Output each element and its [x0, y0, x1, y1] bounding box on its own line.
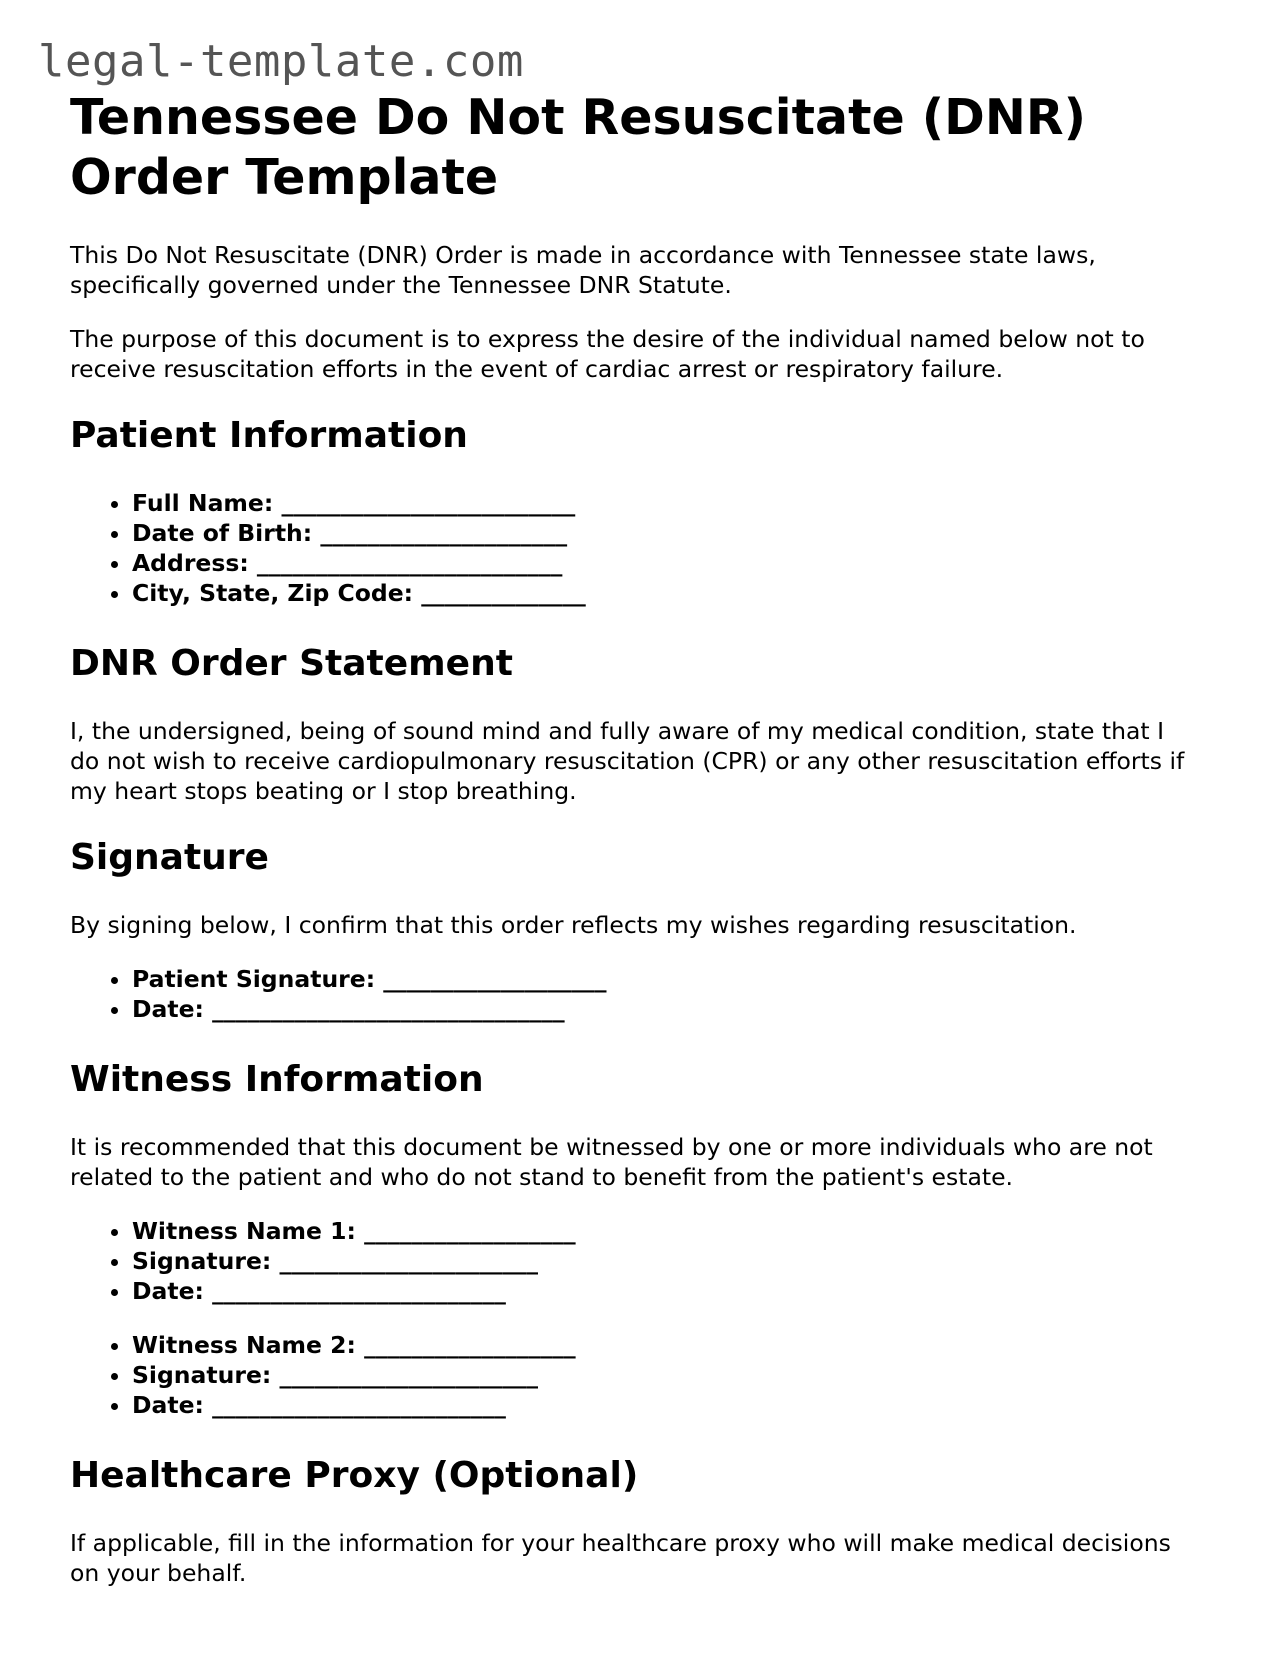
- intro-paragraph-2: The purpose of this document is to express the desire of the individual named below not to receive resuscitation efforts in the event of cardiac arrest or respiratory failure.: [70, 325, 1145, 383]
- field-line: __________________: [364, 1331, 576, 1359]
- field-label: Date:: [132, 995, 204, 1023]
- field-label: Witness Name 2:: [132, 1331, 356, 1359]
- healthcare-proxy-text: If applicable, fill in the information for your healthcare proxy who will make medical decisions on your behalf.: [70, 1529, 1171, 1587]
- field-label: Signature:: [132, 1361, 272, 1389]
- witness-2-list: [70, 1330, 1200, 1420]
- field-line: ___________________: [383, 965, 607, 993]
- healthcare-proxy-heading: Healthcare Proxy (Optional): [70, 1455, 639, 1496]
- signature-date-field[interactable]: [132, 994, 1200, 1024]
- field-line: ______________________: [279, 1361, 538, 1389]
- field-label: City, State, Zip Code:: [132, 579, 414, 607]
- field-line: ______________________: [279, 1247, 538, 1275]
- signature-text: By signing below, I confirm that this order reflects my wishes regarding resuscitation.: [70, 911, 1077, 939]
- field-line: _________________________: [281, 489, 576, 517]
- dnr-statement-text: I, the undersigned, being of sound mind and fully aware of my medical condition, state that I do not wish to receive cardiopulmonary resuscitation (CPR) or any other resuscitation efforts if my heart stops beating or I stop breathing.: [70, 717, 1185, 805]
- document-page: [70, 88, 1200, 1612]
- watermark-logo: legal-template.com: [38, 36, 524, 87]
- signature-heading: Signature: [70, 837, 269, 878]
- field-line: ______________________________: [212, 995, 565, 1023]
- page-title: Tennessee Do Not Resuscitate (DNR) Order Template: [70, 89, 1086, 206]
- date-of-birth-field[interactable]: [132, 518, 1200, 548]
- witness-heading: Witness Information: [70, 1059, 484, 1100]
- witness-2-signature-field[interactable]: [132, 1360, 1200, 1390]
- patient-info-list: [70, 488, 1200, 608]
- field-label: Date:: [132, 1391, 204, 1419]
- field-line: _________________________: [212, 1391, 506, 1419]
- witness-1-name-field[interactable]: [132, 1216, 1200, 1246]
- witness-2-date-field[interactable]: [132, 1390, 1200, 1420]
- field-label: Witness Name 1:: [132, 1217, 356, 1245]
- field-line: _________________________: [212, 1277, 506, 1305]
- patient-signature-field[interactable]: [132, 964, 1200, 994]
- full-name-field[interactable]: [132, 488, 1200, 518]
- witness-1-date-field[interactable]: [132, 1276, 1200, 1306]
- field-label: Full Name:: [132, 489, 274, 517]
- signature-list: [70, 964, 1200, 1024]
- witness-1-signature-field[interactable]: [132, 1246, 1200, 1276]
- address-field[interactable]: [132, 548, 1200, 578]
- field-line: ______________: [421, 579, 586, 607]
- field-line: __________________: [364, 1217, 576, 1245]
- witness-2-name-field[interactable]: [132, 1330, 1200, 1360]
- witness-1-list: [70, 1216, 1200, 1306]
- field-line: _____________________: [320, 519, 568, 547]
- witness-text: It is recommended that this document be witnessed by one or more individuals who are not related to the patient and who do not stand to benefit from the patient's estate.: [70, 1133, 1153, 1191]
- field-label: Date of Birth:: [132, 519, 313, 547]
- field-line: __________________________: [256, 549, 563, 577]
- field-label: Signature:: [132, 1247, 272, 1275]
- field-label: Patient Signature:: [132, 965, 376, 993]
- intro-paragraph-1: This Do Not Resuscitate (DNR) Order is made in accordance with Tennessee state laws, specifically governed under the Tennessee DNR Statute.: [70, 241, 1096, 299]
- field-label: Address:: [132, 549, 249, 577]
- patient-info-heading: Patient Information: [70, 415, 468, 456]
- field-label: Date:: [132, 1277, 204, 1305]
- dnr-statement-heading: DNR Order Statement: [70, 643, 513, 684]
- city-state-zip-field[interactable]: [132, 578, 1200, 608]
